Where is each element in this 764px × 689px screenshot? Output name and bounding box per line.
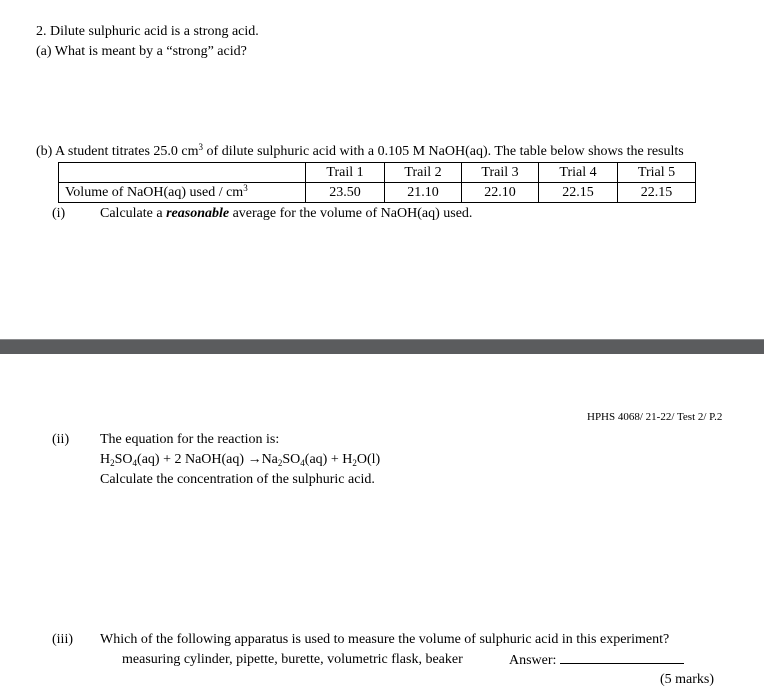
part-iii-question: Which of the following apparatus is used to measure the volume of sulphuric acid in this experiment? [100,632,670,647]
eq-so4: SO [282,452,301,467]
row-label-text: Volume of NaOH(aq) used / cm [65,185,244,200]
eq-part: O(l) [356,452,381,467]
eq-so4: SO [114,452,133,467]
answer-label: Answer: [509,653,557,668]
value-cell: 22.15 [539,183,618,203]
emphasis-reasonable: reasonable [166,206,230,221]
part-ii-line1: The equation for the reaction is: [100,432,280,447]
header-cell: Trail 2 [385,163,462,183]
part-iii-options: measuring cylinder, pipette, burette, volumetric flask, beaker [122,652,463,667]
value-cell: 23.50 [306,183,385,203]
subscript: 4 [300,458,305,468]
header-cell: Trial 4 [539,163,618,183]
eq-h: H [100,452,111,467]
part-iii-label: (iii) [52,632,73,647]
value-cell: 22.15 [618,183,696,203]
part-ii-line3: Calculate the concentration of the sulphuric acid. [100,472,375,487]
part-i-text-start: Calculate a [100,206,167,221]
superscript: 3 [198,142,204,152]
chemical-equation [100,451,380,469]
eq-part: (aq) + 2 NaOH(aq) [137,452,248,467]
subscript: 2 [110,458,115,468]
table-row [59,183,696,203]
question-a: (a) What is meant by a “strong” acid? [36,44,247,59]
page-footer: HPHS 4068/ 21-22/ Test 2/ P.2 [587,411,723,423]
part-i-text [100,205,472,223]
header-cell: Trial 5 [618,163,696,183]
subscript: 2 [352,458,357,468]
header-cell: Trail 1 [306,163,385,183]
subscript: 2 [277,458,283,468]
row-label [59,183,306,203]
table-corner-cell [59,163,306,183]
value-cell: 22.10 [462,183,539,203]
part-i-label: (i) [52,206,66,221]
superscript: 3 [243,183,248,193]
page-divider [0,339,764,354]
table-header-row [59,163,696,183]
question-b-text-start: (b) A student titrates 25.0 cm [36,144,199,159]
subscript: 4 [132,458,138,468]
value-cell: 21.10 [385,183,462,203]
answer-blank[interactable] [560,651,684,664]
eq-na: Na [261,452,278,467]
question-b-text-end: of dilute sulphuric acid with a 0.105 M NaOH(aq). The table below shows the results [203,144,684,159]
eq-part: (aq) + H [304,452,353,467]
marks-label: (5 marks) [660,672,715,687]
results-table [58,162,696,203]
part-i-text-end: average for the volume of NaOH(aq) used. [229,206,473,221]
question-stem: 2. Dilute sulphuric acid is a strong acid. [36,24,259,39]
arrow-icon: → [247,452,262,467]
header-cell: Trail 3 [462,163,539,183]
answer-line [509,651,684,670]
question-b [36,143,684,161]
part-ii-label: (ii) [52,432,70,447]
